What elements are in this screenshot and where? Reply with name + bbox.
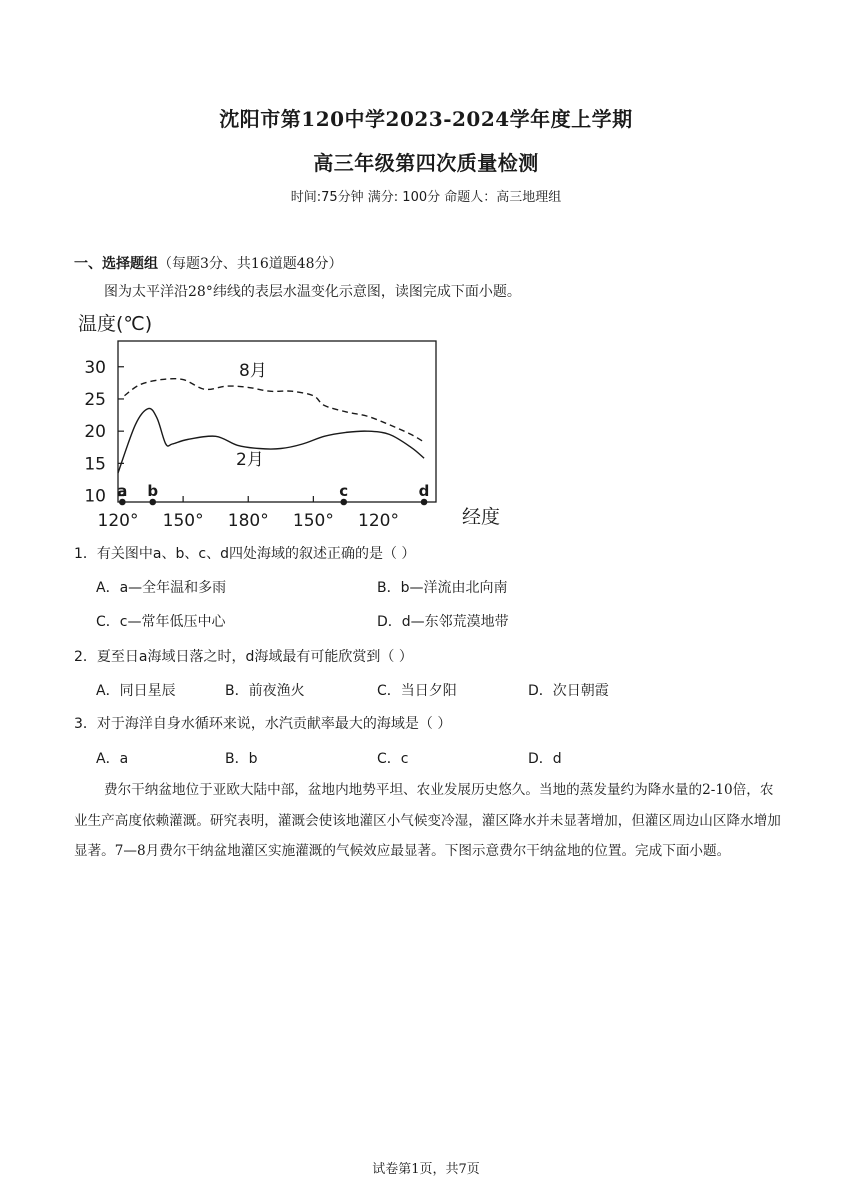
y-tick-label: 20 xyxy=(84,422,106,443)
x-tick-label: 120° xyxy=(358,511,399,531)
y-tick-label: 25 xyxy=(84,389,106,410)
reading-passage: 费尔干纳盆地位于亚欧大陆中部，盆地内地势平坦、农业发展历史悠久。当地的蒸发量约为降水量的2-10倍，农业生产高度依赖灌溉。研究表明，灌溉会使该地灌区小气候变冷湿，灌区降水并未显著增加，但灌区周边山区降水增加显著。7—8月费尔干纳盆地灌区实施灌溉的气候效应最显著。下图示意费尔干纳盆地的位置。完成下面小题。 xyxy=(74,782,781,859)
section-title: 一、选择题组 xyxy=(74,256,158,272)
exam-title: 沈阳市第120中学2023-2024学年度上学期 xyxy=(219,107,633,131)
q1-option-d: D．d—东邻荒漠地带 xyxy=(377,614,509,630)
plot-frame xyxy=(118,341,436,502)
exam-meta: 时间:75分钟 满分: 100分 命题人：高三地理组 xyxy=(290,190,562,205)
section-note: （每题3分、共16道题48分） xyxy=(158,256,343,272)
q2-option-b: B．前夜渔火 xyxy=(225,683,305,699)
x-tick-label: 150° xyxy=(292,511,334,531)
section-heading xyxy=(74,253,343,273)
point-d-label: d xyxy=(418,482,430,500)
page-footer: 试卷第1页，共7页 xyxy=(372,1162,480,1177)
q2-option-a: A．同日星辰 xyxy=(96,683,176,699)
x-tick-label: 150° xyxy=(162,511,204,531)
series-line-feb xyxy=(118,408,424,473)
y-tick-label: 15 xyxy=(84,454,106,475)
x-tick-label: 120° xyxy=(97,511,139,531)
q1-option-a: A．a—全年温和多雨 xyxy=(96,580,227,596)
point-b-label: b xyxy=(147,482,159,500)
section-intro: 图为太平洋沿28°纬线的表层水温变化示意图，读图完成下面小题。 xyxy=(104,284,521,300)
q1-option-c: C．c—常年低压中心 xyxy=(96,614,226,630)
x-ticks xyxy=(98,496,399,531)
y-tick-label: 30 xyxy=(84,357,106,378)
series-label-aug: 8月 xyxy=(239,361,267,381)
q3-option-c: C．c xyxy=(377,751,409,767)
question-3-stem: 3．对于海洋自身水循环来说，水汽贡献率最大的海域是（ ） xyxy=(74,716,452,732)
point-c-label: c xyxy=(339,482,349,500)
x-tick-label: 180° xyxy=(227,511,269,531)
exam-subtitle: 高三年级第四次质量检测 xyxy=(313,151,539,175)
q1-option-b: B．b—洋流由北向南 xyxy=(377,580,508,596)
x-axis-label: 经度 xyxy=(462,506,501,528)
q3-option-d: D．d xyxy=(528,751,562,767)
question-1-stem: 1．有关图中a、b、c、d四处海域的叙述正确的是（ ） xyxy=(74,546,416,562)
sst-chart xyxy=(70,305,510,535)
y-axis-label: 温度(℃) xyxy=(78,313,153,335)
q2-option-d: D．次日朝霞 xyxy=(528,683,609,699)
series-lines xyxy=(118,379,424,473)
y-tick-label: 10 xyxy=(84,486,106,507)
series-label-feb: 2月 xyxy=(236,450,264,470)
q3-option-b: B．b xyxy=(225,751,258,767)
q3-option-a: A．a xyxy=(96,751,129,767)
question-2-stem: 2．夏至日a海域日落之时，d海域最有可能欣赏到（ ） xyxy=(74,649,413,665)
q2-option-c: C．当日夕阳 xyxy=(377,683,457,699)
point-a-label: a xyxy=(117,482,128,500)
